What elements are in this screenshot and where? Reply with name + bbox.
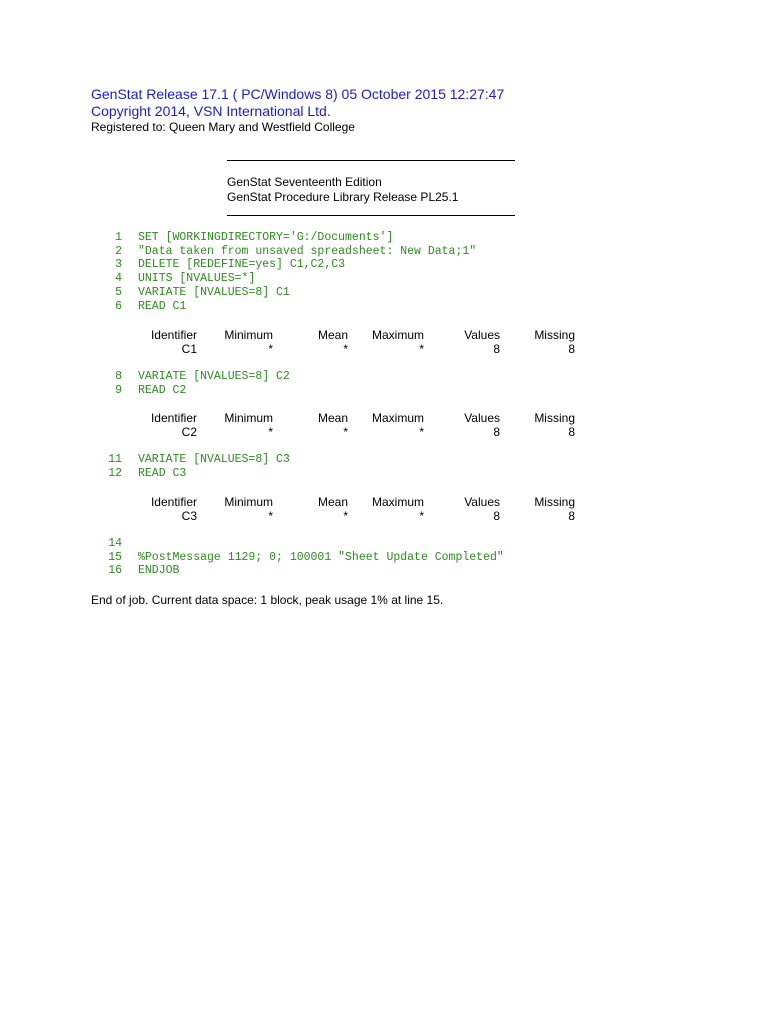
summary-table-c1 (0, 328, 768, 358)
header-identifier: Identifier (150, 411, 197, 425)
line-text: VARIATE [NVALUES=8] C1 (138, 285, 290, 299)
cell-mean: * (343, 342, 348, 356)
line-text: "Data taken from unsaved spreadsheet: New Data;1" (138, 244, 477, 258)
line-number: 11 (108, 453, 122, 466)
cell-maximum: * (419, 342, 424, 356)
cell-identifier: C1 (181, 342, 197, 356)
code-block-2 (0, 370, 768, 400)
cell-values: 8 (493, 342, 500, 356)
line-text: VARIATE [NVALUES=8] C3 (138, 453, 290, 466)
copyright-line: Copyright 2014, VSN International Ltd. (91, 103, 331, 119)
cell-minimum: * (268, 425, 273, 439)
cell-values: 8 (493, 425, 500, 439)
cell-missing: 8 (568, 425, 575, 439)
header-identifier: Identifier (150, 328, 197, 342)
line-text: UNITS [NVALUES=*] (138, 272, 256, 286)
line-number: 12 (108, 466, 122, 480)
header-minimum: Minimum (224, 411, 273, 425)
cell-minimum: * (268, 342, 273, 356)
line-number: 15 (108, 550, 122, 564)
line-number: 14 (108, 537, 122, 550)
cell-minimum: * (268, 509, 273, 523)
header-values: Values (464, 411, 500, 425)
line-text: READ C3 (138, 466, 187, 480)
line-text: READ C2 (138, 383, 187, 397)
edition-line: GenStat Seventeenth Edition (227, 175, 382, 189)
header-maximum: Maximum (371, 411, 424, 425)
summary-table-c3 (0, 495, 768, 525)
header-missing: Missing (534, 411, 575, 425)
cell-mean: * (343, 509, 348, 523)
header-values: Values (464, 328, 500, 342)
line-text: READ C1 (138, 299, 187, 313)
line-text: SET [WORKINGDIRECTORY='G:/Documents'] (138, 231, 394, 244)
line-number: 2 (115, 244, 122, 258)
line-text: ENDJOB (138, 564, 180, 578)
header-maximum: Maximum (371, 328, 424, 342)
line-text: DELETE [REDEFINE=yes] C1,C2,C3 (138, 258, 346, 272)
summary-table-c2 (0, 411, 768, 441)
registered-line: Registered to: Queen Mary and Westfield College (91, 120, 355, 134)
release-line: GenStat Release 17.1 ( PC/Windows 8) 05 October 2015 12:27:47 (91, 86, 505, 102)
line-number: 5 (115, 285, 122, 299)
library-line: GenStat Procedure Library Release PL25.1 (227, 190, 459, 204)
cell-values: 8 (493, 509, 500, 523)
header-values: Values (464, 495, 500, 509)
cell-identifier: C3 (181, 509, 197, 523)
header-minimum: Minimum (224, 495, 273, 509)
cell-missing: 8 (568, 509, 575, 523)
line-number: 16 (108, 564, 122, 578)
header-mean: Mean (317, 328, 348, 342)
header-mean: Mean (317, 411, 348, 425)
cell-missing: 8 (568, 342, 575, 356)
header-mean: Mean (317, 495, 348, 509)
line-number: 1 (115, 231, 122, 244)
line-text: %PostMessage 1129; 0; 100001 "Sheet Update Completed" (138, 550, 504, 564)
header-identifier: Identifier (150, 495, 197, 509)
line-number: 6 (115, 299, 122, 313)
line-number: 3 (115, 258, 122, 272)
cell-maximum: * (419, 509, 424, 523)
banner-rule-top (227, 160, 515, 161)
cell-identifier: C2 (181, 425, 197, 439)
line-number: 8 (115, 370, 122, 383)
line-text: VARIATE [NVALUES=8] C2 (138, 370, 290, 383)
code-block-3 (0, 453, 768, 483)
cell-mean: * (343, 425, 348, 439)
header-missing: Missing (534, 328, 575, 342)
code-block-1 (0, 231, 768, 321)
end-of-job-message: End of job. Current data space: 1 block, peak usage 1% at line 15. (91, 593, 444, 607)
header-minimum: Minimum (224, 328, 273, 342)
header-missing: Missing (534, 495, 575, 509)
line-number: 4 (115, 272, 122, 286)
cell-maximum: * (419, 425, 424, 439)
code-block-4 (0, 537, 768, 581)
header-maximum: Maximum (371, 495, 424, 509)
line-number: 9 (115, 383, 122, 397)
banner-rule-bottom (227, 215, 515, 216)
